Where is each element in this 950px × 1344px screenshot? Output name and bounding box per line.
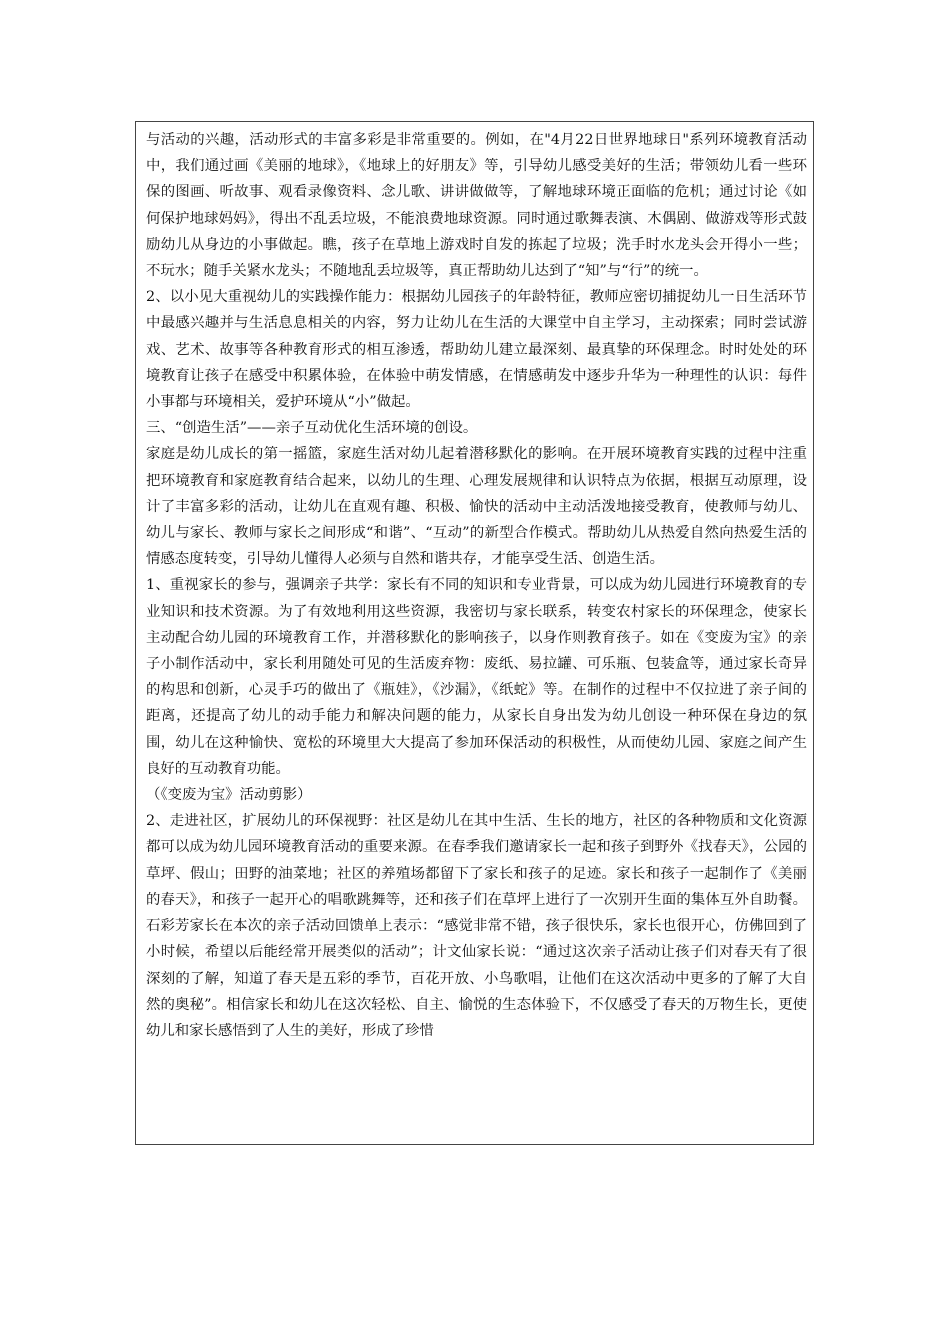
section-heading-create-life: 三、“创造生活”——亲子互动优化生活环境的创设。 — [146, 420, 478, 437]
paragraph-practice-ability: 2、以小见大重视幼儿的实践操作能力：根据幼儿园孩子的年龄特征，教师应密切捕捉幼儿一日生活环节中最感兴趣并与生活息息相关的内容，努力让幼儿在生活的大课堂中自主学习，主动探索；同时尝试游戏、艺术、故事等各种教育形式的相互渗透，帮助幼儿建立最深刻、最真挚的环保理念。时时处处的环境教育让孩子在感受中积累体验，在体验中萌发情感，在情感萌发中逐步升华为一种理性的认识：每件小事都与环境相关，爱护环境从“小”做起。 — [146, 289, 807, 411]
paragraph-parent-participation: 1、重视家长的参与，强调亲子共学：家长有不同的知识和专业背景，可以成为幼儿园进行环境教育的专业知识和技术资源。为了有效地利用这些资源，我密切与家长联系，转变农村家长的环保理念，使家长主动配合幼儿园的环境教育工作，并潜移默化的影响孩子，以身作则教育孩子。如在《变废为宝》的亲子小制作活动中，家长利用随处可见的生活废弃物：废纸、易拉罐、可乐瓶、包装盒等，通过家长奇异的构思和创新，心灵手巧的做出了《瓶娃》，《沙漏》，《纸蛇》等。在制作的过程中不仅拉进了亲子间的距离，还提高了幼儿的动手能力和解决问题的能力，从家长自身出发为幼儿创设一种环保在身边的氛围，幼儿在这种愉快、宽松的环境里大大提高了参加环保活动的积极性，从而使幼儿园、家庭之间产生良好的互动教育功能。 — [146, 577, 807, 777]
document-body — [146, 127, 807, 1044]
paragraph-community: 2、走进社区，扩展幼儿的环保视野：社区是幼儿在其中生活、生长的地方，社区的各种物质和文化资源都可以成为幼儿园环境教育活动的重要来源。在春季我们邀请家长一起和孩子到野外《找春天》，公园的草坪、假山；田野的油菜地；社区的养殖场都留下了家长和孩子的足迹。家长和孩子一起制作了《美丽的春天》，和孩子一起开心的唱歌跳舞等，还和孩子们在草坪上进行了一次别开生面的集体互外自助餐。石彩芳家长在本次的亲子活动回馈单上表示：“感觉非常不错，孩子很快乐，家长也很开心，仿佛回到了小时候，希望以后能经常开展类似的活动”；计文仙家长说：“通过这次亲子活动让孩子们对春天有了很深刻的了解，知道了春天是五彩的季节，百花开放、小鸟歌唱，让他们在这次活动中更多的了解了大自然的奥秘”。相信家长和幼儿在这次轻松、自主、愉悦的生态体验下，不仅感受了春天的万物生长，更使幼儿和家长感悟到了人生的美好，形成了珍惜 — [146, 813, 807, 1039]
paragraph-earth-day: 与活动的兴趣，活动形式的丰富多彩是非常重要的。例如，在"4月22日世界地球日"系列环境教育活动中，我们通过画《美丽的地球》，《地球上的好朋友》等，引导幼儿感受美好的生活；带领幼儿看一些环保的图画、听故事、观看录像资料、念儿歌、讲讲做做等，了解地球环境正面临的危机；通过讨论《如何保护地球妈妈》，得出不乱丢垃圾，不能浪费地球资源。同时通过歌舞表演、木偶剧、做游戏等形式鼓励幼儿从身边的小事做起。瞧，孩子在草地上游戏时自发的拣起了垃圾；洗手时水龙头会开得小一些；不玩水；随手关紧水龙头；不随地乱丢垃圾等，真正帮助幼儿达到了“知”与“行”的统一。 — [146, 132, 807, 280]
table-cell-frame — [135, 121, 814, 1145]
photo-caption: （《变废为宝》活动剪影） — [146, 787, 312, 804]
paragraph-family: 家庭是幼儿成长的第一摇篮，家庭生活对幼儿起着潜移默化的影响。在开展环境教育实践的过程中注重把环境教育和家庭教育结合起来，以幼儿的生理、心理发展规律和认识特点为依据，根据互动原理，设计了丰富多彩的活动，让幼儿在直观有趣、积极、愉快的活动中主动活泼地接受教育，使教师与幼儿、幼儿与家长、教师与家长之间形成“和谐”、“互动”的新型合作模式。帮助幼儿从热爱自然向热爱生活的情感态度转变，引导幼儿懂得人必须与自然和谐共存，才能享受生活、创造生活。 — [146, 446, 807, 568]
